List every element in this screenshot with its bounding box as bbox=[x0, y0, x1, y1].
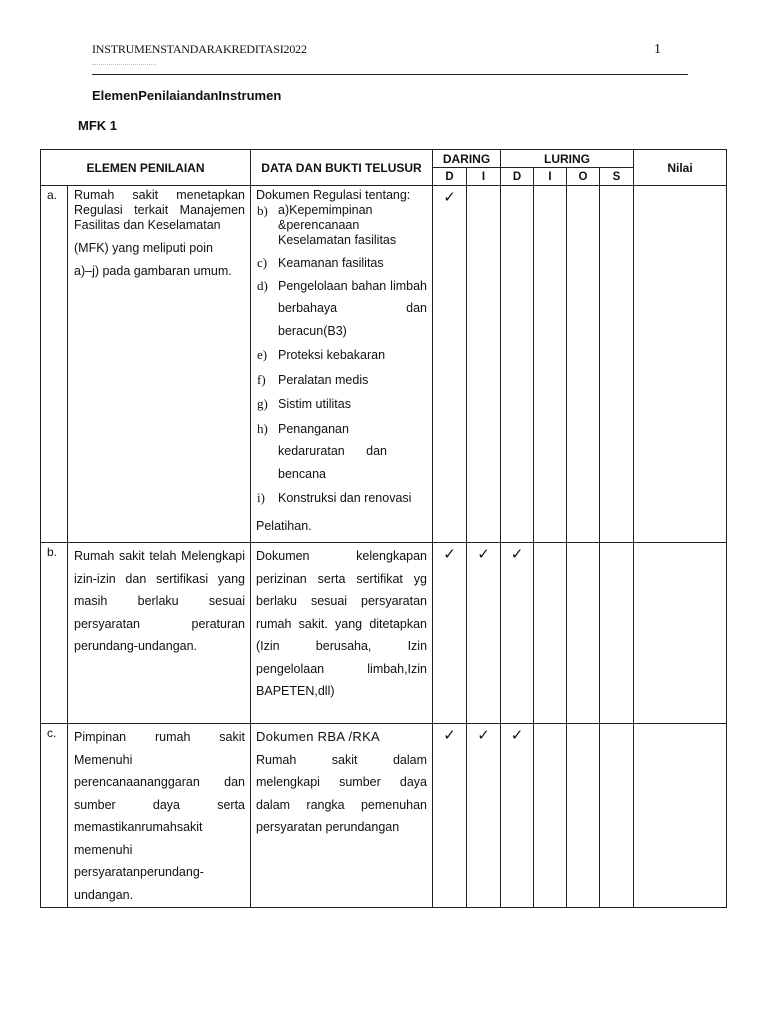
col-daring: DARING bbox=[433, 150, 501, 168]
check-luring-o bbox=[567, 543, 600, 724]
page-number: 1 bbox=[654, 42, 661, 57]
check-luring-d: ✓ bbox=[501, 543, 534, 724]
elemen-line: Rumah sakit menetapkan Regulasi terkait Manajemen Fasilitas dan Keselamatan bbox=[74, 188, 246, 232]
data-bukti bbox=[251, 724, 433, 908]
col-data-bukti: DATA DAN BUKTI TELUSUR bbox=[251, 150, 433, 186]
sub-daring-i: I bbox=[467, 168, 501, 186]
row-letter: a. bbox=[41, 186, 68, 543]
check-luring-s bbox=[600, 186, 634, 543]
elemen-line: (MFK) yang meliputi poin bbox=[74, 241, 213, 255]
check-luring-d bbox=[501, 186, 534, 543]
list-item bbox=[256, 275, 427, 343]
item-letter: h) bbox=[257, 420, 268, 436]
elemen-text: Rumah sakit telah Melengkapi izin-izin dan sertifikasi yang masih berlaku sesuai persyaratan peraturan perundang-undangan. bbox=[68, 543, 251, 724]
sub-luring-s: S bbox=[600, 168, 634, 186]
nilai-cell[interactable] bbox=[634, 543, 727, 724]
item-text: Peralatan medis bbox=[278, 372, 369, 387]
data-bukti: Dokumen kelengkapan perizinan serta sertifikat yg berlaku sesuai persyaratan rumah sakit. yang ditetapkan (Izin berusaha, Izin pengelolaan limbah,Izin BAPETEN,dll) bbox=[251, 543, 433, 724]
check-daring-i bbox=[467, 186, 501, 543]
assessment-table bbox=[40, 149, 727, 908]
sub-luring-i: I bbox=[534, 168, 567, 186]
check-daring-d: ✓ bbox=[433, 543, 467, 724]
item-text: a)Kepemimpinan &perencanaan Keselamatan fasilitas bbox=[278, 203, 397, 247]
table-row bbox=[41, 543, 727, 724]
row-letter: b. bbox=[41, 543, 68, 724]
nilai-cell[interactable] bbox=[634, 724, 727, 908]
check-luring-i bbox=[534, 186, 567, 543]
list-item bbox=[256, 418, 427, 486]
item-text: Sistim utilitas bbox=[278, 397, 351, 411]
item-letter: c) bbox=[257, 255, 268, 270]
regulation-list bbox=[256, 203, 427, 510]
check-luring-d: ✓ bbox=[501, 724, 534, 908]
item-letter: g) bbox=[257, 396, 268, 411]
item-letter: d) bbox=[257, 277, 268, 293]
check-daring-i: ✓ bbox=[467, 543, 501, 724]
check-daring-i: ✓ bbox=[467, 724, 501, 908]
check-luring-s bbox=[600, 724, 634, 908]
item-letter: i) bbox=[257, 490, 265, 505]
data-title: Dokumen RBA /RKA bbox=[256, 729, 381, 744]
check-luring-i bbox=[534, 724, 567, 908]
sub-luring-o: O bbox=[567, 168, 600, 186]
list-item bbox=[256, 203, 427, 248]
item-letter: f) bbox=[257, 371, 266, 387]
item-text: Konstruksi dan renovasi bbox=[278, 491, 412, 505]
list-item bbox=[256, 393, 427, 416]
data-intro: Dokumen Regulasi tentang: bbox=[256, 188, 411, 202]
data-outro: Pelatihan. bbox=[256, 518, 312, 533]
table-row bbox=[41, 724, 727, 908]
data-bukti bbox=[251, 186, 433, 543]
item-text: Proteksi kebakaran bbox=[278, 348, 386, 362]
sub-luring-d: D bbox=[501, 168, 534, 186]
check-luring-o bbox=[567, 186, 600, 543]
row-letter: c. bbox=[41, 724, 68, 908]
check-daring-d: ✓ bbox=[433, 186, 467, 543]
item-letter: b) bbox=[257, 203, 268, 218]
sub-daring-d: D bbox=[433, 168, 467, 186]
item-text: Penanganan kedaruratan dan bencana bbox=[278, 421, 388, 481]
header-row bbox=[41, 150, 727, 168]
page-header bbox=[92, 42, 688, 75]
document-title: INSTRUMENSTANDARAKREDITASI2022 bbox=[92, 42, 307, 56]
check-luring-o bbox=[567, 724, 600, 908]
table-row bbox=[41, 186, 727, 543]
elemen-line: a)–j) pada gambaran umum. bbox=[74, 263, 232, 278]
item-text: Keamanan fasilitas bbox=[278, 256, 384, 270]
check-luring-s bbox=[600, 543, 634, 724]
elemen-text: Pimpinan rumah sakit Memenuhi perencanaananggaran dan sumber daya serta memastikanrumahsakit memenuhi persyaratanperundang-undangan. bbox=[68, 724, 251, 908]
section-title: ElemenPenilaiandanInstrumen bbox=[92, 88, 282, 103]
data-text: Rumah sakit dalam melengkapi sumber daya dalam rangka pemenuhan persyaratan perundangan bbox=[256, 752, 428, 834]
col-nilai: Nilai bbox=[634, 150, 727, 186]
list-item bbox=[256, 487, 427, 510]
check-daring-d: ✓ bbox=[433, 724, 467, 908]
nilai-cell[interactable] bbox=[634, 186, 727, 543]
header-underline-mark bbox=[92, 64, 156, 68]
col-elemen-penilaian: ELEMEN PENILAIAN bbox=[41, 150, 251, 186]
elemen-text bbox=[68, 186, 251, 543]
check-luring-i bbox=[534, 543, 567, 724]
list-item bbox=[256, 344, 427, 367]
standard-code: MFK 1 bbox=[78, 118, 117, 133]
list-item bbox=[256, 252, 427, 275]
item-letter: e) bbox=[257, 347, 268, 362]
item-text: Pengelolaan bahan limbah berbahaya dan beracun(B3) bbox=[278, 278, 428, 338]
list-item bbox=[256, 369, 427, 392]
col-luring: LURING bbox=[501, 150, 634, 168]
